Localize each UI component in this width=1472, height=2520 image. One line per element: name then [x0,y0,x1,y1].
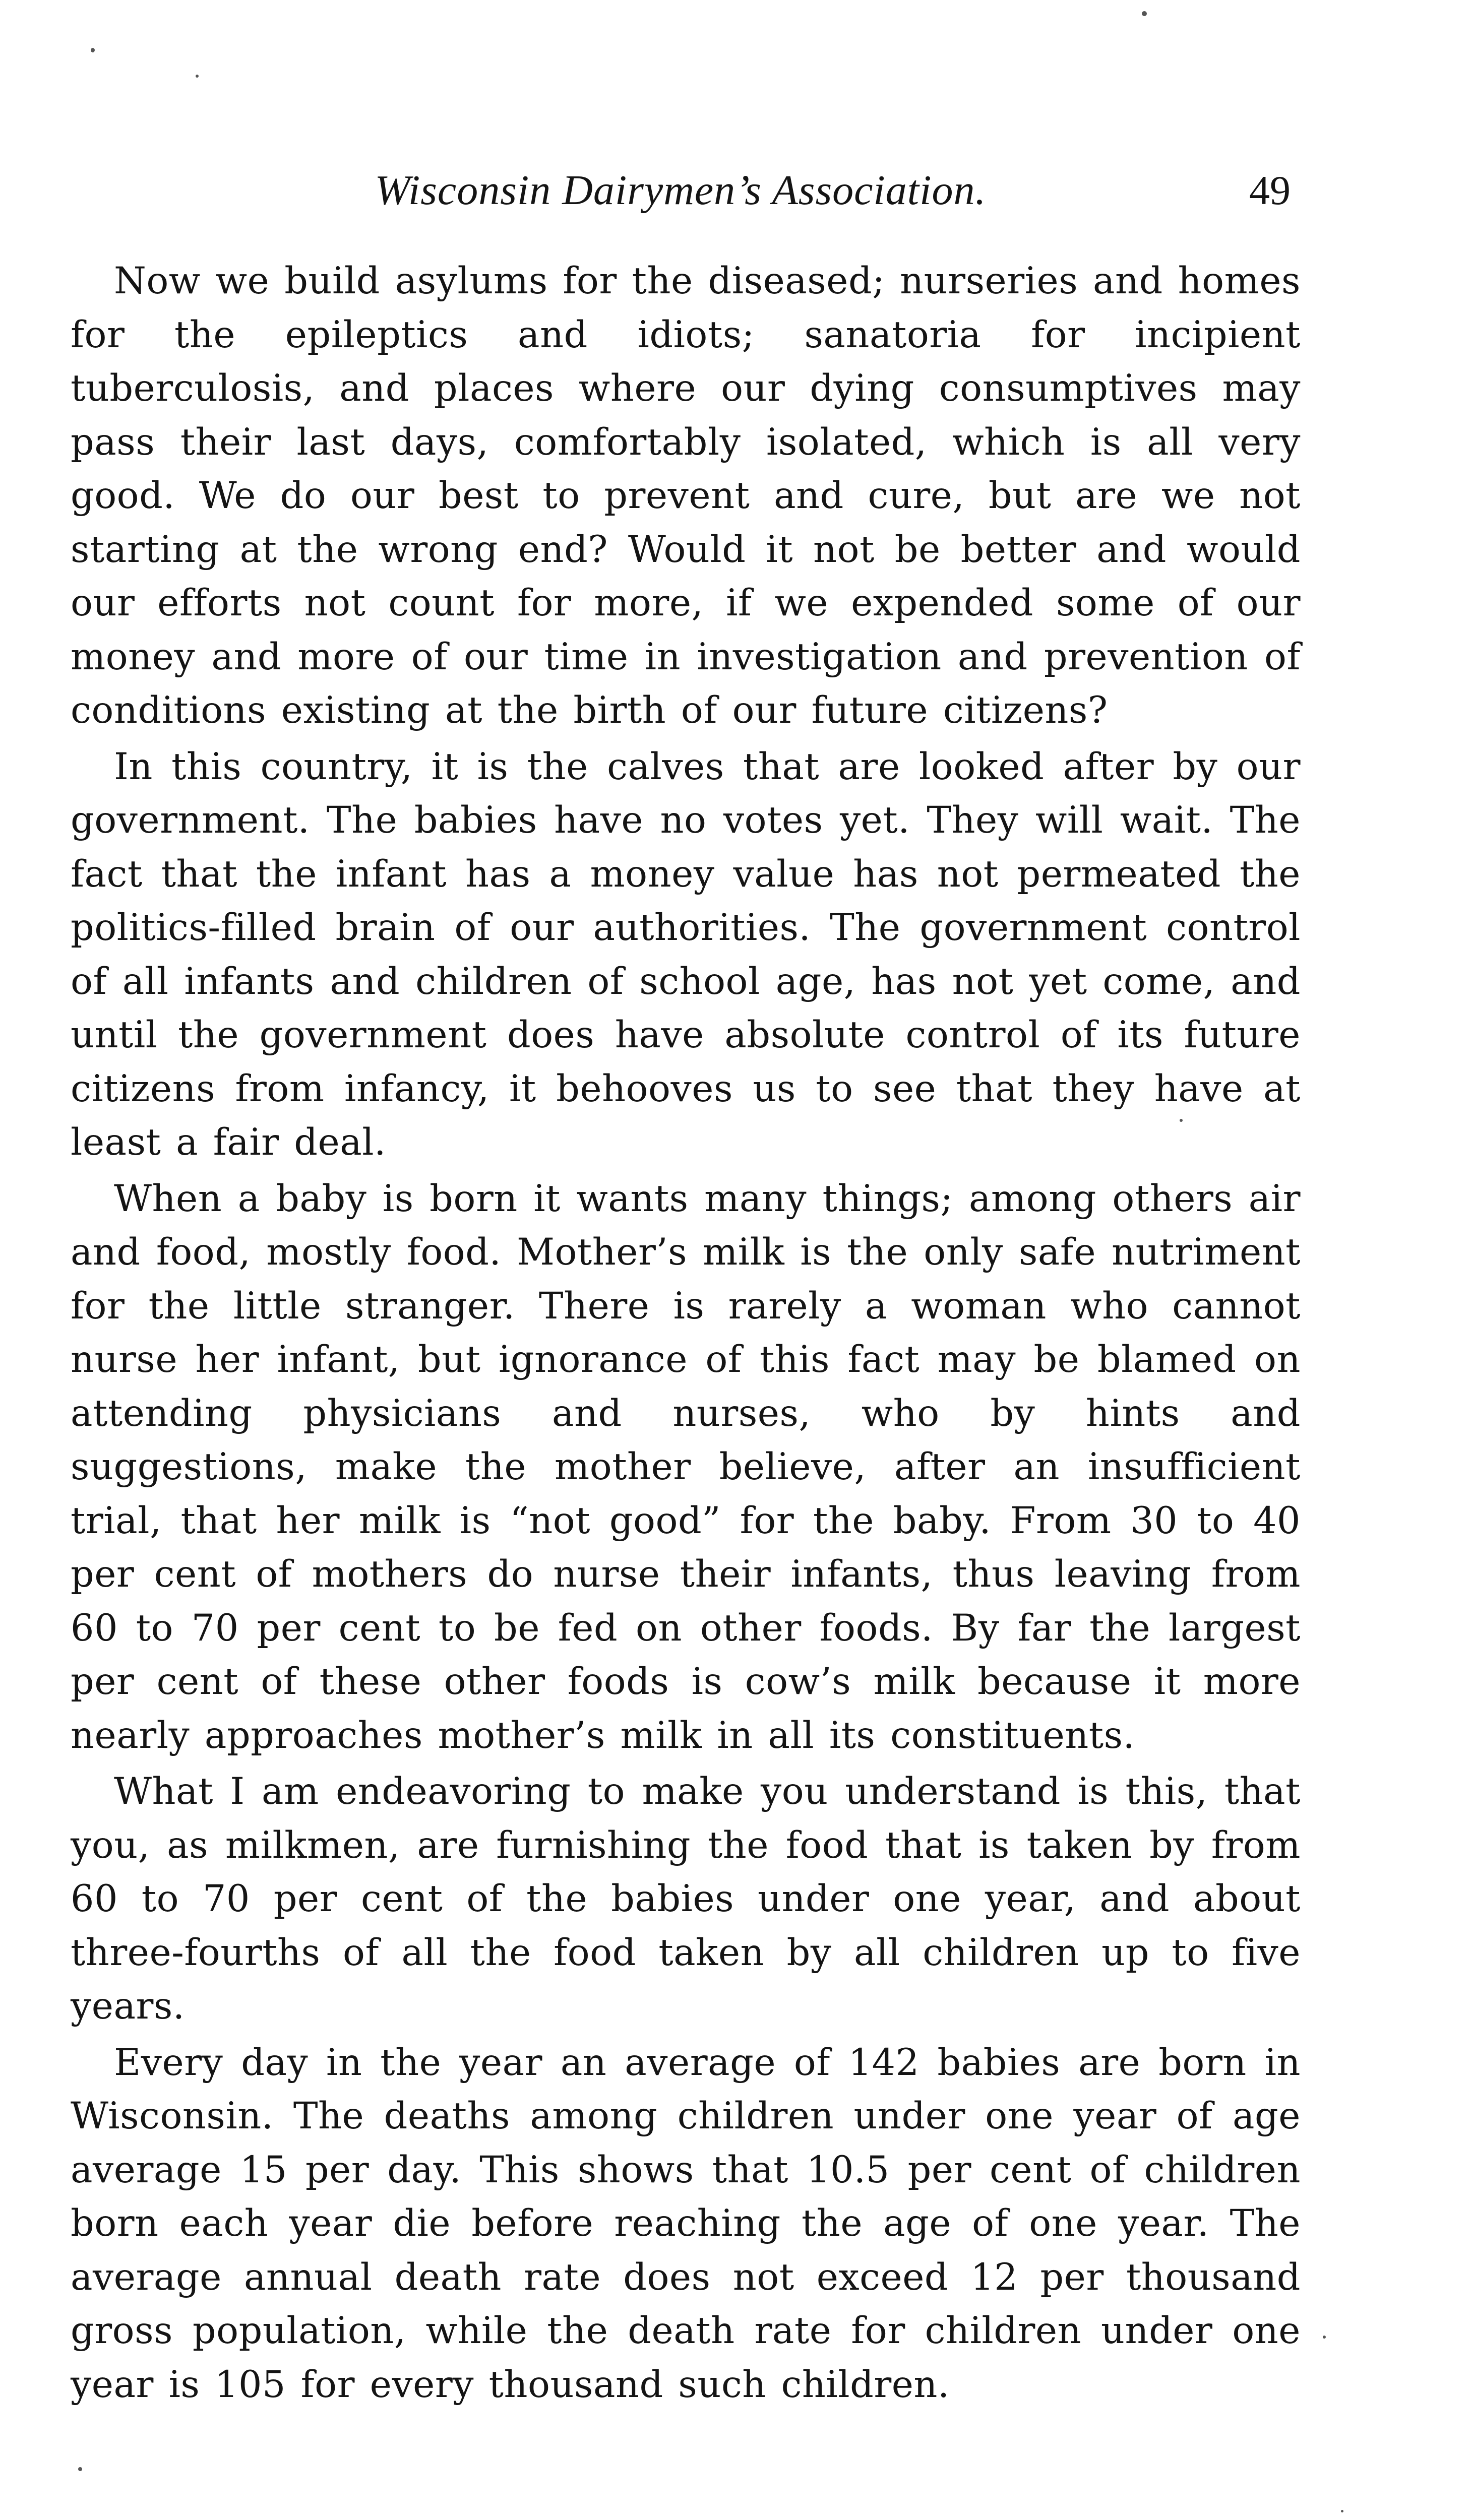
scan-speck [78,2467,82,2471]
scan-speck [1180,1119,1183,1122]
scan-speck [1142,11,1147,16]
paragraph-2: In this country, it is the calves that are looked after by our government. The babies have no votes yet. They will wait. The fact that the infant has a money value has not permeated the politics-filled brain of our authorities. The government control of all infants and children of school age, has not yet come, and until the government does have absolute control of its future citizens from infancy, it behooves us to see that they have at least a fair deal. [71,745,1301,1164]
page-header [71,160,1291,221]
scan-speck [196,75,199,78]
scan-speck [1323,2336,1326,2339]
body-text [71,255,1301,2412]
paragraph-4: What I am endeavoring to make you understand is this, that you, as milkmen, are furnishing the food that is taken by from 60 to 70 per cent of the babies under one year, and about three-fourths of all the food taken by all children up to five years. [71,1770,1301,2028]
scan-speck [91,48,95,52]
paragraph-5: Every day in the year an average of 142 babies are born in Wisconsin. The deaths among children under one year of age average 15 per day. This shows that 10.5 per cent of children born each year die before reaching the age of one year. The average annual death rate does not exceed 12 per thousand gross population, while the death rate for children under one year is 105 for every thousand such children. [71,2041,1301,2406]
paragraph-3: When a baby is born it wants many things; among others air and food, mostly food. Mother’s milk is the only safe nutriment for the little stranger. There is rarely a woman who cannot nurse her infant, but ignorance of this fact may be blamed on attending physicians and nurses, who by hints and suggestions, make the mother believe, after an insufficient trial, that her milk is “not good” for the baby. From 30 to 40 per cent of mothers do nurse their infants, thus leaving from 60 to 70 per cent to be fed on other foods. By far the largest per cent of these other foods is cow’s milk because it more nearly approaches mother’s milk in all its constituents. [71,1177,1301,1757]
running-title: Wisconsin Dairymen’s Association. [375,167,987,214]
paragraph-1: Now we build asylums for the diseased; nurseries and homes for the epileptics and idiots; sanatoria for incipient tuberculosis, and places where our dying consumptives may pass their last days, comfortably isolated, which is all very good. We do our best to prevent and cure, but are we not starting at the wrong end? Would it not be better and would our efforts not count for more, if we expended some of our money and more of our time in investigation and prevention of conditions existing at the birth of our future citizens? [71,260,1301,732]
scan-speck [1341,2510,1343,2512]
page-number: 49 [1249,167,1291,213]
